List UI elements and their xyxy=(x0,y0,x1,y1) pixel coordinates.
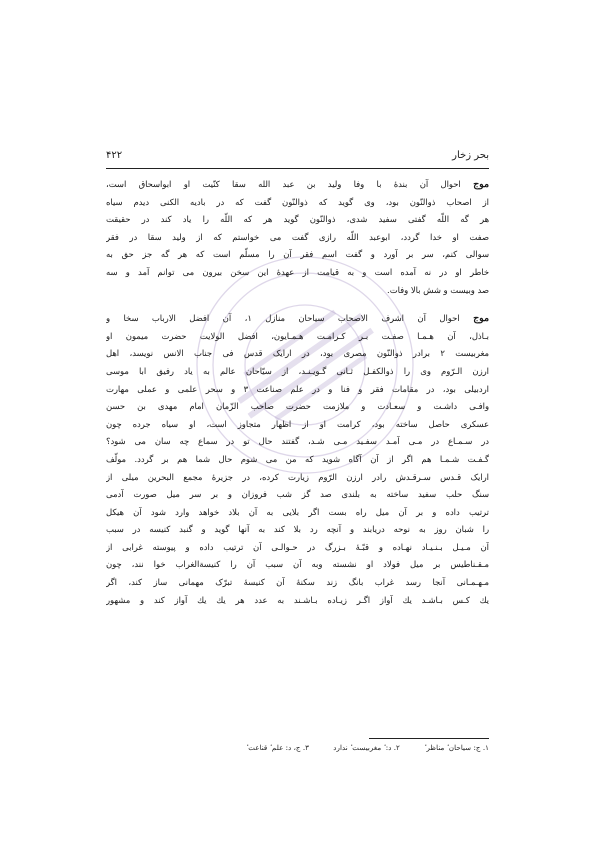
text-line: از اصحاب ذوالنّون بود، وی گوید که ذوالنّون گفت که در بادیه الکنی دیدم سیاه xyxy=(106,196,489,207)
text-line: خاطر او در نه آمده است و به قیامت از عهدهٔ این سخن بیرون می توانم آمد و سه xyxy=(106,266,489,277)
text-line: اردبیلی بود، در مقامات فقر و فنا و در علم صناعت ۳ و سحر علمی و عملی مهارت xyxy=(106,383,489,394)
text-line: موج احوال آن اشرف الاصحاب سیاحان منازل ۱، آن افضل الارباب سخا و xyxy=(106,313,489,325)
footnotes xyxy=(106,743,489,752)
text-line: ارایک قـدس سـرقـدش رادر ارزن الرّوم زیارت کرده، در جزیرهٔ مجمع البحرین میلی از xyxy=(106,471,489,482)
text-line: سوالی کنم، سر بر آورد و گفت اسم فقر آن را مسلّم است که هر گه جز حق به xyxy=(106,249,489,260)
footnote: ۱. ج: سیاحان ٔ مناظر ٔ xyxy=(424,743,489,752)
text-line: بـاذل، آن هـمـا صفـت بـر کـرامـت هـمـایون، افضل الولایت حضرت میمون او xyxy=(106,330,489,341)
text-line: ارزن الـرّوم وی را ذوالکفـل ثـانی گـویـنـد، از سیّاحان عالم به یاد رفیق ابا موسی xyxy=(106,365,489,376)
text-line: در سـمـاع در مـی آمـد سفـید مـی شـد، گفتند حال تو در سماع چه سان می شود؟ xyxy=(106,436,489,447)
page-body xyxy=(106,176,489,609)
paragraph xyxy=(106,176,489,299)
running-head xyxy=(106,150,489,168)
text-line: یك کـس بـاشـد یك آواز اگـر زیـاده بـاشـند به عدد هر یك یك آواز کند و مشهور xyxy=(106,594,489,605)
text-line: مـهـمـانی آنجا رسد غراب بانگ زند سکنهٔ آن کنیسهٔ تبرّک مهمانی ساز کند، اگر xyxy=(106,577,489,588)
paragraph xyxy=(106,310,489,609)
text-line: هر گه اللّه گفتی سفید شدی، ذوالنّون گوید هر که اللّه را یاد کند در حقیقت xyxy=(106,214,489,225)
header-rule xyxy=(106,168,489,169)
text-line: سنگ حلب سفید ساخته به بلندی صد گز شب فروزان و بر سر میل صورت آدمی xyxy=(106,489,489,500)
text-line: را شبان روز به نوحه دریابند و آنچه رد بلا کند به آنها گوید و گنبد کنیسه در سبب xyxy=(106,524,489,535)
running-title: بحر زخار xyxy=(452,150,489,161)
section-marker: موج xyxy=(473,313,489,325)
footnote: ۳. ج، د: علم ٔ قناعت ٔ xyxy=(245,743,309,752)
text-line: ترتیب داده و بر آن میل راه بست اگر بلایی به آن بلاد خواهد وارد شود آن هیکل xyxy=(106,506,489,517)
text-line: صد وبیست و شش بالا وفات. xyxy=(387,284,489,295)
section-marker: موج xyxy=(473,179,489,190)
text-line: موج احوال آن بندهٔ با وفا ولید بن عبد الله سقا کنّیت او ابواسحاق است، xyxy=(106,179,489,190)
text-line: صفت او خدا گردد، ابوعبد اللّه رازی گفت می خواستم که از ولید سقا در فقر xyxy=(106,231,489,242)
text-line: آن مـیـل بـنـیـاد نهـاده و قبّـهٔ بـزرگ در حـوالـی آن ترتیب داده و پیوسته غرابی از xyxy=(106,541,489,552)
text-line: مغربیست ۲ برادر ذوالنّون مصری بود، در ارایک قدس فی جناب الانس نویسد، اهل xyxy=(106,348,489,359)
text-line: وافـی داشـت و سعـادت و ملازمت حضرت صاحب الزّمان امام مهدی بن حسن xyxy=(106,401,489,412)
text-line: مـقـناطیس بر میل فولاد او نشسته وبه آن سبب آن را کنیسةالغراب خوا نند، چون xyxy=(106,559,489,570)
text-line: گـفـت شـمـا هم اگر از آن آگاه شوید که من می شوم حال شما هم بر گردد. مولّف xyxy=(106,453,489,464)
text-line: عسکری حاصل ساخته بود، کرامت او از اظهار متجاوز است، او سیاه جرده چون xyxy=(106,418,489,429)
footnote-rule xyxy=(369,738,489,739)
page-number: ۴۲۲ xyxy=(106,150,123,161)
footnote: ۲. د: ٔ مغربیست ٔ ندارد xyxy=(333,743,400,752)
